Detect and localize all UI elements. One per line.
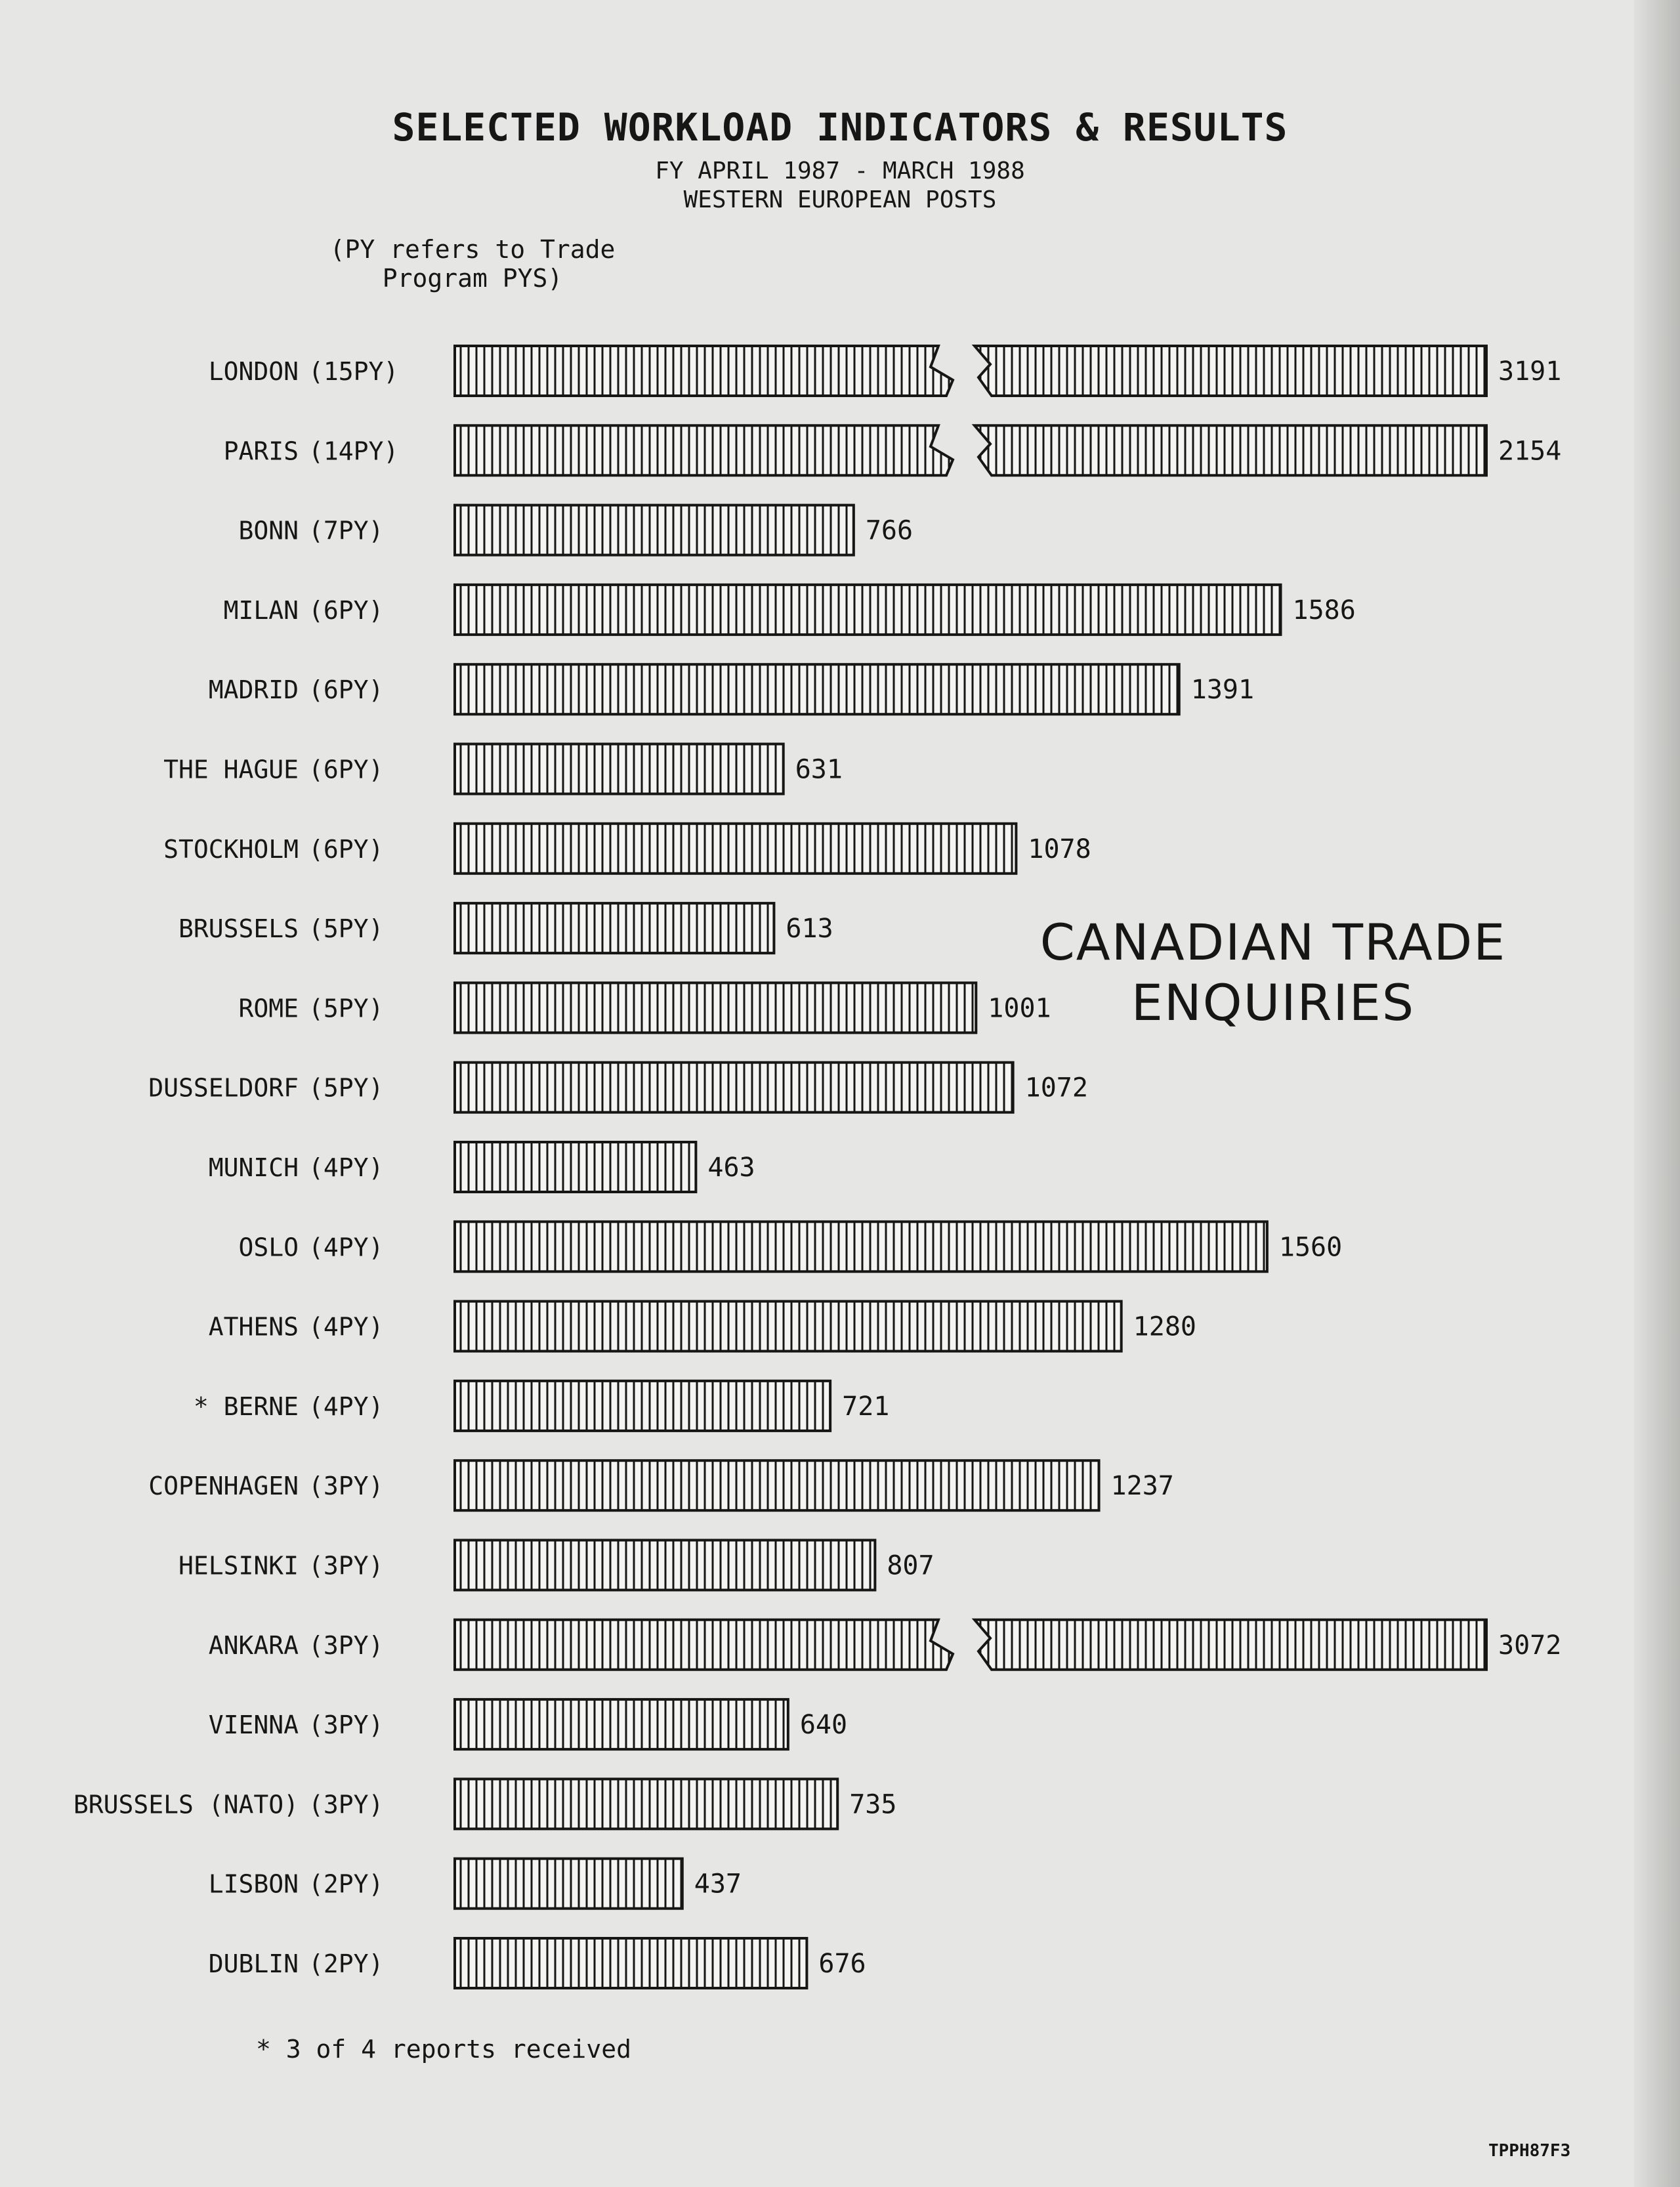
category-label: ANKARA [208,1630,299,1660]
category-label: MILAN [223,595,299,625]
chart-subtitle-period: FY APRIL 1987 - MARCH 1988 [655,158,1025,184]
bar-row-bonn [238,505,913,555]
value-label: 735 [849,1789,897,1820]
bar-segment [975,1620,1486,1670]
py-label: (5PY) [308,1073,384,1103]
py-note-line-1: (PY refers to Trade [329,235,616,264]
bar-row-milan [224,585,1356,635]
bar [455,1063,1013,1113]
category-label: HELSINKI [178,1551,299,1581]
chart-series-label-line-1: CANADIAN TRADE [1040,913,1507,971]
bar [455,903,774,953]
py-label: (6PY) [308,595,384,625]
bar-row-munich [209,1142,755,1192]
py-label: (15PY) [308,357,399,386]
footnote: * 3 of 4 reports received [256,2035,631,2064]
value-label: 613 [786,914,833,945]
bar-row-the-hague [163,744,843,794]
py-label: (4PY) [308,1312,384,1342]
bar-row-vienna [209,1699,847,1749]
py-label: (14PY) [308,436,399,466]
bar-row-helsinki [178,1540,934,1590]
bar [455,983,976,1032]
bar [455,1859,682,1909]
py-label: (2PY) [308,1949,384,1978]
py-label: (3PY) [308,1630,384,1660]
category-label: MADRID [208,675,299,705]
category-label: PARIS [223,436,299,466]
document-code: TPPH87F3 [1488,2141,1571,2161]
bar-row-paris [224,425,1562,475]
py-label: (4PY) [308,1153,384,1182]
bar-row-lisbon [209,1859,742,1909]
category-label: ATHENS [208,1312,299,1342]
bar-segment [975,425,1486,475]
bar [455,1221,1267,1271]
bar [455,505,854,555]
py-label: (6PY) [308,675,384,705]
py-label: (6PY) [308,755,384,784]
bar [455,1142,696,1192]
value-label: 1237 [1110,1471,1174,1502]
category-label: ROME [238,994,299,1023]
bar [455,1779,837,1829]
chart-title: SELECTED WORKLOAD INDICATORS & RESULTS [392,105,1288,150]
bar-segment [455,1620,953,1670]
chart-series-label-line-2: ENQUIRIES [1131,973,1416,1032]
value-label: 721 [842,1391,890,1422]
py-label: (7PY) [308,516,384,545]
category-label: THE HAGUE [163,755,299,784]
bar-segment [455,425,953,475]
py-label: (5PY) [308,994,384,1023]
value-label: 437 [694,1869,742,1900]
bar-row-ankara [209,1620,1562,1670]
py-label: (5PY) [308,914,384,944]
bar-row-brussels [178,903,833,953]
py-label: (2PY) [308,1869,384,1899]
bar-row-stockholm [163,824,1091,874]
category-label: LONDON [208,357,299,386]
py-label: (3PY) [308,1710,384,1740]
bar-row-copenhagen [148,1460,1174,1510]
py-label: (3PY) [308,1790,384,1819]
category-label: MUNICH [208,1153,299,1182]
bar-segment [975,346,1486,396]
py-label: (4PY) [308,1233,384,1262]
bar-segment [455,346,953,396]
category-label: BONN [238,516,299,545]
bar [455,1460,1099,1510]
value-label: 1072 [1024,1072,1088,1103]
bar [455,1381,830,1431]
bar [455,664,1179,714]
value-label: 2154 [1498,436,1562,467]
value-label: 631 [795,754,843,785]
chart-series-label [1037,912,1509,1033]
py-label: (4PY) [308,1391,384,1421]
bar-row-berne [194,1381,890,1431]
category-label: DUSSELDORF [148,1073,299,1103]
bar-row-dusseldorf [148,1063,1088,1113]
bar [455,585,1280,635]
category-label: BRUSSELS (NATO) [73,1790,299,1819]
chart-subtitle-region: WESTERN EUROPEAN POSTS [683,186,997,213]
bar [455,1699,788,1749]
value-label: 1586 [1292,595,1356,626]
bar-row-oslo [238,1221,1342,1271]
bar [455,824,1016,874]
value-label: 807 [887,1550,934,1581]
py-label: (3PY) [308,1551,384,1581]
py-label: (3PY) [308,1472,384,1501]
bar [455,744,784,794]
value-label: 1001 [988,993,1051,1024]
bar [455,1302,1122,1351]
value-label: 1078 [1028,834,1091,864]
value-label: 1280 [1133,1311,1197,1342]
value-label: 640 [799,1710,848,1741]
value-label: 766 [865,515,914,546]
value-label: 463 [707,1153,755,1183]
py-label: (6PY) [308,834,384,864]
value-label: 3072 [1498,1630,1562,1661]
category-label: STOCKHOLM [163,834,299,864]
bar [455,1938,807,1988]
category-label: COPENHAGEN [148,1472,299,1501]
bar-row-rome [238,983,1051,1032]
bar-row-brussels-nato [74,1779,897,1829]
py-note-line-2: Program PYS) [382,264,563,293]
bar-row-athens [209,1302,1196,1351]
value-label: 3191 [1498,356,1562,387]
category-label: LISBON [208,1869,299,1899]
bar [455,1540,875,1590]
bar-row-london [209,346,1562,396]
value-label: 1391 [1190,675,1255,706]
value-label: 1560 [1278,1232,1343,1263]
category-label: OSLO [238,1233,299,1262]
bar-row-madrid [209,664,1254,714]
page-edge-shadow [1634,0,1680,2187]
category-label: DUBLIN [208,1949,299,1978]
category-label: BRUSSELS [178,914,299,944]
value-label: 676 [818,1949,866,1979]
bar-row-dublin [209,1938,866,1988]
category-label: * BERNE [193,1391,299,1421]
category-label: VIENNA [208,1710,299,1740]
